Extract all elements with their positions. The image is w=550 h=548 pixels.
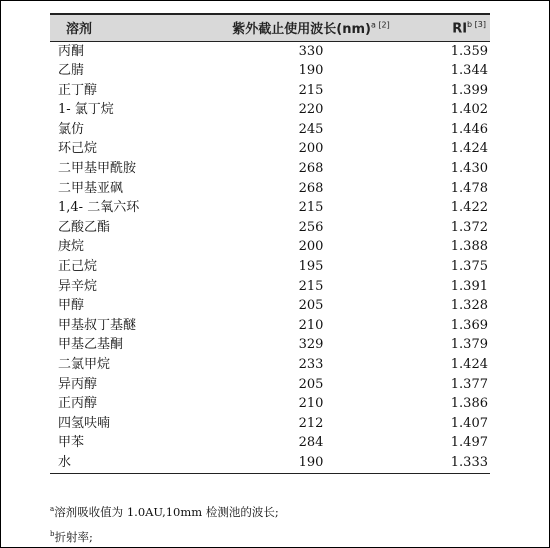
uv-cutoff-cell: 329 — [298, 337, 324, 353]
uv-cutoff-cell: 215 — [298, 82, 324, 98]
uv-cutoff-cell: 233 — [298, 357, 324, 372]
solvent-name-cell: 1- 氯丁烷 — [58, 102, 114, 118]
refractive-index-cell: 1.369 — [450, 317, 488, 333]
table-row — [50, 100, 490, 120]
uv-cutoff-cell: 200 — [298, 239, 324, 255]
header-refractive-index: $RI^{b [3]}$ — [406, 14, 490, 41]
table-row — [50, 375, 490, 395]
uv-cutoff-cell: 210 — [298, 317, 324, 333]
table-row — [50, 237, 490, 257]
solvent-name-cell: 正丁醇 — [58, 82, 98, 98]
table-row — [50, 198, 490, 218]
table-row — [50, 218, 490, 238]
uv-cutoff-cell: 268 — [298, 180, 324, 196]
refractive-index-cell: 1.497 — [450, 435, 488, 451]
footnote-b: $^b$折射率; — [50, 529, 93, 544]
uv-cutoff-cell: 284 — [298, 435, 324, 451]
uv-cutoff-cell: 220 — [298, 102, 324, 118]
solvent-name-cell: 乙酸乙酯 — [58, 219, 111, 235]
solvent-name-cell: 庚烷 — [58, 239, 85, 255]
solvent-table — [50, 13, 490, 474]
table-row — [50, 355, 490, 375]
refractive-index-cell: 1.379 — [450, 337, 488, 353]
refractive-index-cell: 1.344 — [450, 63, 488, 79]
uv-cutoff-cell: 210 — [298, 396, 324, 412]
solvent-name-cell: 二氯甲烷 — [58, 357, 111, 372]
table-header-row — [50, 14, 490, 41]
table-row — [50, 81, 490, 101]
uv-cutoff-cell: 256 — [298, 219, 324, 235]
refractive-index-cell: 1.377 — [450, 376, 488, 392]
refractive-index-cell: 1.359 — [450, 43, 488, 59]
solvent-name-cell: 四氢呋喃 — [58, 415, 111, 431]
table-row — [50, 414, 490, 434]
table-row — [50, 335, 490, 355]
header-solvent: 溶剂 — [50, 14, 216, 41]
solvent-name-cell: 乙腈 — [58, 63, 85, 79]
solvent-name-cell: 正丙醇 — [58, 396, 98, 412]
uv-cutoff-cell: 205 — [298, 376, 324, 392]
solvent-name-cell: 环己烷 — [58, 141, 98, 157]
table-row — [50, 453, 490, 473]
uv-cutoff-cell: 245 — [298, 121, 324, 137]
refractive-index-cell: 1.478 — [450, 180, 488, 196]
uv-cutoff-cell: 330 — [298, 43, 324, 59]
solvent-name-cell: 甲苯 — [58, 435, 85, 451]
refractive-index-cell: 1.328 — [450, 298, 488, 314]
footnotes — [50, 498, 279, 548]
solvent-name-cell: 二甲基甲酰胺 — [58, 161, 137, 177]
refractive-index-cell: 1.375 — [450, 259, 488, 275]
solvent-name-cell: 异辛烷 — [58, 278, 98, 294]
footnote-a: $^a$溶剂吸收值为 1.0AU,10mm 检测池的波长; — [50, 504, 279, 519]
uv-cutoff-cell: 190 — [216, 453, 406, 473]
refractive-index-cell: 1.446 — [450, 121, 488, 137]
solvent-name-cell: 甲基乙基酮 — [58, 337, 124, 353]
uv-cutoff-cell: 205 — [298, 298, 324, 314]
table-row — [50, 433, 490, 453]
refractive-index-cell: 1.430 — [450, 161, 488, 177]
header-uv-cutoff: 紫外截止使用波长(nm)$^{a [2]}$ — [216, 14, 406, 41]
table-row — [50, 316, 490, 336]
table-body — [50, 41, 490, 473]
uv-cutoff-cell: 200 — [298, 141, 324, 157]
uv-cutoff-cell: 215 — [298, 200, 324, 216]
refractive-index-cell: 1.399 — [450, 82, 488, 98]
refractive-index-cell: 1.402 — [450, 102, 488, 118]
refractive-index-cell: 1.386 — [450, 396, 488, 412]
table-row — [50, 139, 490, 159]
refractive-index-cell: 1.372 — [450, 219, 488, 235]
solvent-name-cell: 异丙醇 — [58, 376, 98, 392]
refractive-index-cell: 1.391 — [450, 278, 488, 294]
solvent-name-cell: 甲基叔丁基醚 — [58, 317, 137, 333]
table-row — [50, 296, 490, 316]
table-row — [50, 41, 490, 61]
solvent-name-cell: 二甲基亚砜 — [58, 180, 124, 196]
refractive-index-cell: 1.424 — [450, 141, 488, 157]
refractive-index-cell: 1.407 — [450, 415, 488, 431]
solvent-name-cell: 丙酮 — [58, 43, 85, 59]
solvent-table-container — [50, 13, 490, 474]
table-row — [50, 394, 490, 414]
refractive-index-cell: 1.422 — [450, 200, 488, 216]
solvent-name-cell: 氯仿 — [58, 121, 85, 137]
refractive-index-cell: 1.424 — [450, 357, 488, 372]
uv-cutoff-cell: 215 — [298, 278, 324, 294]
solvent-name-cell: 1,4- 二氧六环 — [58, 200, 140, 216]
uv-cutoff-cell: 212 — [298, 415, 324, 431]
solvent-name-cell: 水 — [50, 453, 216, 473]
uv-cutoff-cell: 268 — [298, 161, 324, 177]
table-row — [50, 179, 490, 199]
uv-cutoff-cell: 190 — [298, 63, 324, 79]
table-row — [50, 257, 490, 277]
solvent-name-cell: 正己烷 — [58, 259, 98, 275]
table-row — [50, 159, 490, 179]
refractive-index-cell: 1.388 — [450, 239, 488, 255]
table-row — [50, 120, 490, 140]
uv-cutoff-cell: 195 — [298, 259, 324, 275]
solvent-name-cell: 甲醇 — [58, 298, 85, 314]
table-row — [50, 61, 490, 81]
refractive-index-cell: 1.333 — [406, 453, 490, 473]
table-row — [50, 277, 490, 297]
